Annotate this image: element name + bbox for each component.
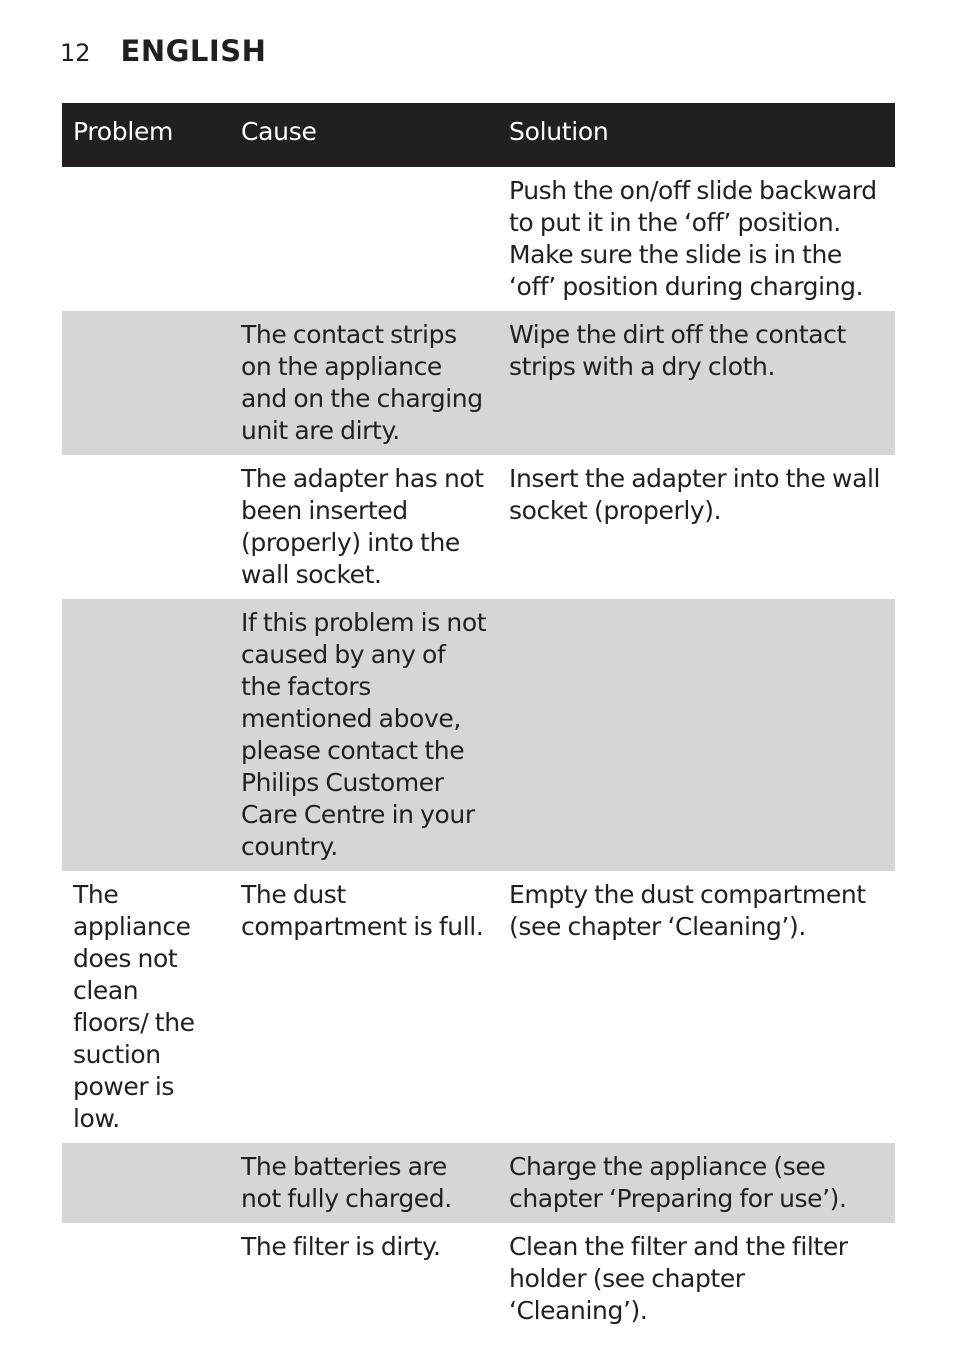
problem-cell: The appliance does not clean floors/ the suction power is low. [73, 880, 195, 1133]
cause-cell: The batteries are not fully charged. [230, 1143, 498, 1223]
solution-cell: Wipe the dirt off the contact strips with a dry cloth. [498, 311, 895, 455]
column-header-problem: Problem [62, 103, 230, 167]
cause-cell [230, 167, 498, 311]
problem-cell [62, 167, 230, 311]
table-row [62, 599, 895, 871]
table-row [62, 1143, 895, 1223]
column-header-cause: Cause [230, 103, 498, 167]
column-header-solution: Solution [498, 103, 895, 167]
table-row [62, 1223, 895, 1335]
table-header-row [62, 103, 895, 167]
cause-cell: The dust compartment is full. [241, 880, 484, 941]
problem-cell [62, 455, 230, 599]
cause-cell: The adapter has not been inserted (properly) into the wall socket. [241, 464, 484, 589]
problem-cell [62, 599, 230, 871]
cause-cell: The filter is dirty. [241, 1232, 441, 1261]
cause-cell: If this problem is not caused by any of the factors mentioned above, please contact the Philips Customer Care Centre in your country. [230, 599, 498, 871]
solution-cell: Push the on/off slide backward to put it in the ‘off’ position. Make sure the slide is in the ‘off’ position during charging. [509, 176, 877, 301]
table-row [62, 871, 895, 1143]
table-row [62, 311, 895, 455]
table-row [62, 455, 895, 599]
problem-cell [62, 1223, 230, 1335]
solution-cell: Clean the filter and the filter holder (see chapter ‘Cleaning’). [509, 1232, 848, 1325]
solution-cell: Insert the adapter into the wall socket (properly). [509, 464, 881, 525]
page-header [60, 34, 266, 74]
section-title: ENGLISH [120, 34, 267, 68]
cause-cell: The contact strips on the appliance and on the charging unit are dirty. [230, 311, 498, 455]
problem-cell [62, 1143, 230, 1223]
troubleshooting-table [62, 103, 895, 1335]
problem-cell [62, 311, 230, 455]
solution-cell [498, 599, 895, 871]
page-number: 12 [60, 39, 91, 67]
table-row [62, 167, 895, 311]
solution-cell: Charge the appliance (see chapter ‘Preparing for use’). [498, 1143, 895, 1223]
solution-cell: Empty the dust compartment (see chapter ‘Cleaning’). [509, 880, 866, 941]
